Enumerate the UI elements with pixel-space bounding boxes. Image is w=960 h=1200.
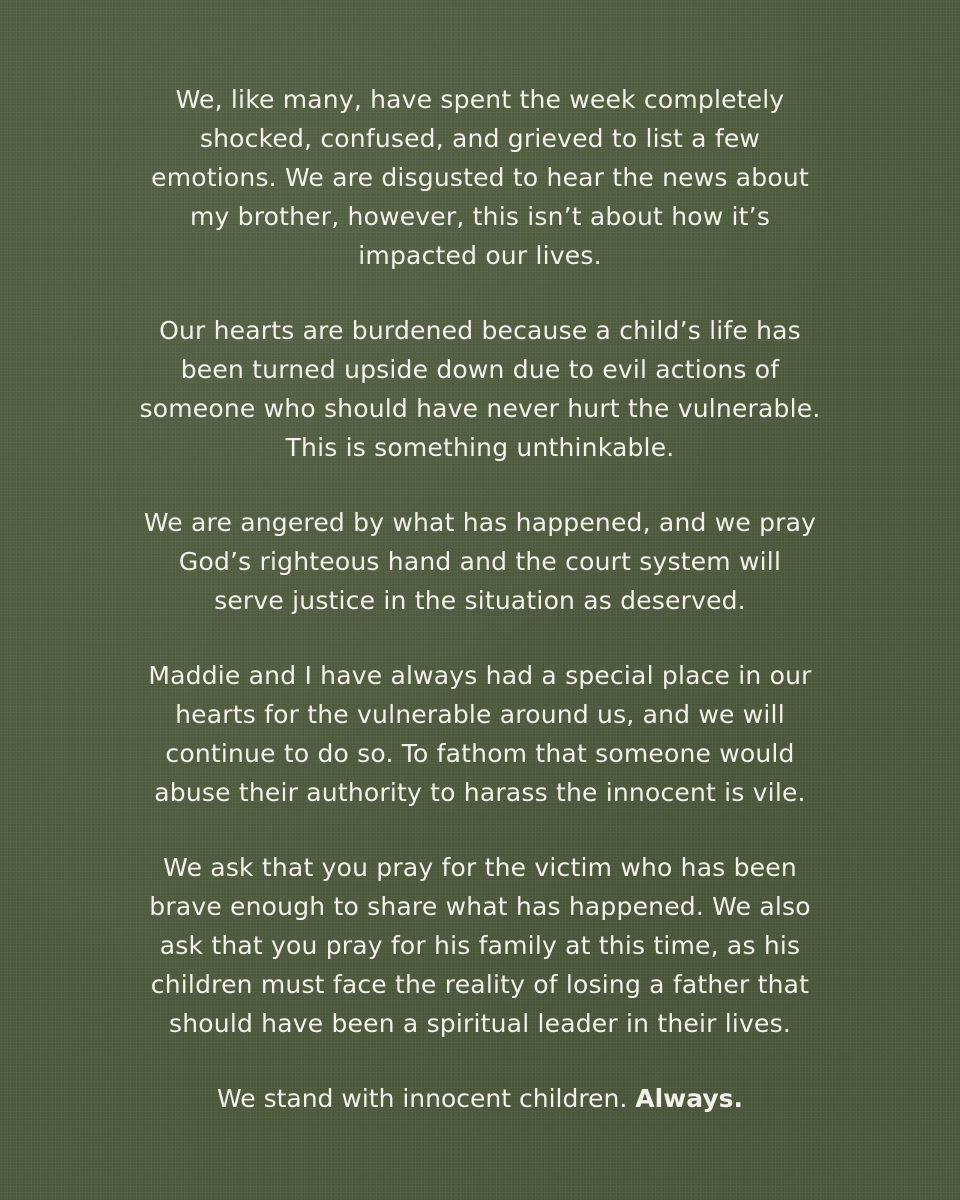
paragraph-4	[0, 656, 960, 812]
paragraph-1	[0, 80, 960, 275]
statement-line: impacted our lives.	[358, 241, 602, 270]
statement-line: abuse their authority to harass the innocent is vile.	[154, 778, 806, 807]
statement-line: We ask that you pray for the victim who has been	[163, 853, 797, 882]
statement	[0, 80, 960, 1143]
statement-line: God’s righteous hand and the court system will	[178, 547, 782, 576]
statement-line: children must face the reality of losing a father that	[150, 970, 810, 999]
statement-line: Maddie and I have always had a special place in our	[148, 661, 812, 690]
closing-text: We stand with innocent children.	[216, 1084, 628, 1113]
statement-line: ask that you pray for his family at this time, as his	[159, 931, 801, 960]
statement-line: This is something unthinkable.	[285, 433, 675, 462]
statement-line: my brother, however, this isn’t about how it’s	[189, 202, 771, 231]
closing-emphasis: Always.	[635, 1084, 744, 1113]
statement-line: hearts for the vulnerable around us, and we will	[175, 700, 785, 729]
statement-line: been turned upside down due to evil actions of	[180, 355, 780, 384]
paragraph-2	[0, 311, 960, 467]
statement-line: serve justice in the situation as deserved.	[214, 586, 746, 615]
statement-line: brave enough to share what has happened. We also	[149, 892, 811, 921]
statement-line: should have been a spiritual leader in their lives.	[169, 1009, 791, 1038]
statement-line: We, like many, have spent the week completely	[175, 85, 785, 114]
statement-line: Our hearts are burdened because a child’s life has	[159, 316, 801, 345]
statement-line: someone who should have never hurt the vulnerable.	[139, 394, 821, 423]
statement-line: shocked, confused, and grieved to list a few	[199, 124, 761, 153]
paragraph-5	[0, 848, 960, 1043]
statement-line: emotions. We are disgusted to hear the news about	[151, 163, 809, 192]
paragraph-3	[0, 503, 960, 620]
statement-line: We are angered by what has happened, and we pray	[143, 508, 817, 537]
statement-line: continue to do so. To fathom that someone would	[165, 739, 795, 768]
closing-line	[0, 1079, 960, 1118]
